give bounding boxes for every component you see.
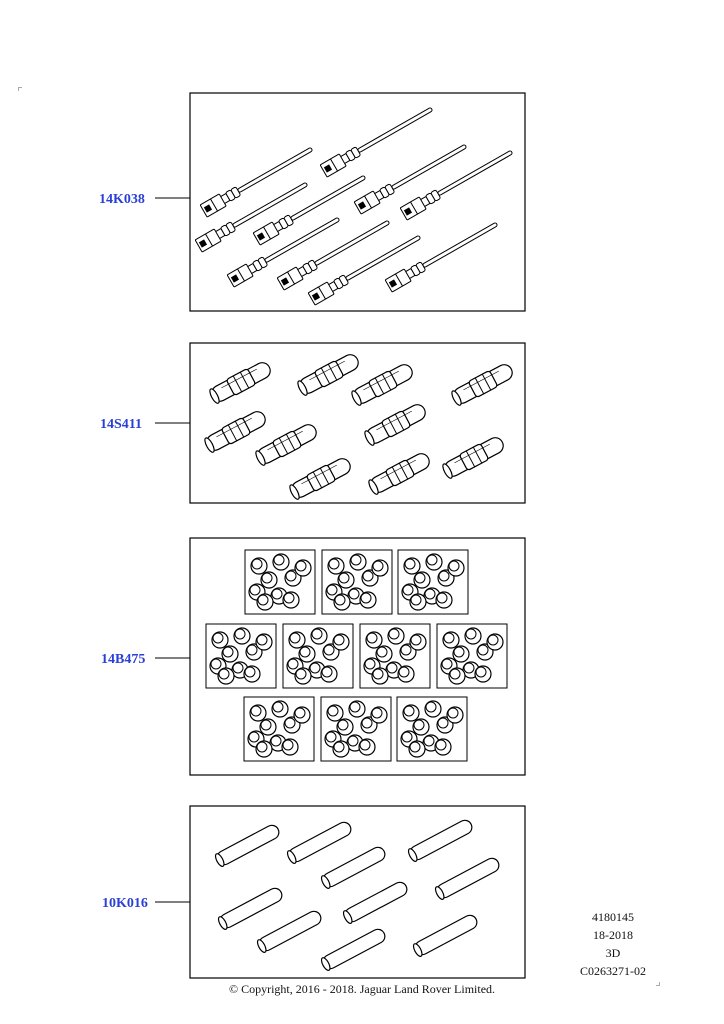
drawing-meta [568, 908, 658, 980]
callout-14K038[interactable]: 14K038 [99, 192, 145, 207]
callout-10K016[interactable]: 10K016 [102, 896, 148, 911]
meta-line-1: 4180145 [592, 910, 634, 924]
panel-connectors [155, 93, 525, 311]
panel-ferrules [155, 538, 525, 775]
corner-mark [18, 87, 22, 91]
panel-butt-splices [155, 343, 525, 503]
meta-line-3: 3D [605, 946, 621, 960]
callout-14S411[interactable]: 14S411 [100, 417, 143, 432]
panel-heat-shrink [155, 806, 525, 978]
callout-14B475[interactable]: 14B475 [101, 652, 146, 667]
meta-line-4: C0263271-02 [580, 964, 646, 978]
meta-line-2: 18-2018 [593, 928, 633, 942]
copyright-notice: © Copyright, 2016 - 2018. Jaguar Land Rover Limited. [228, 982, 496, 996]
